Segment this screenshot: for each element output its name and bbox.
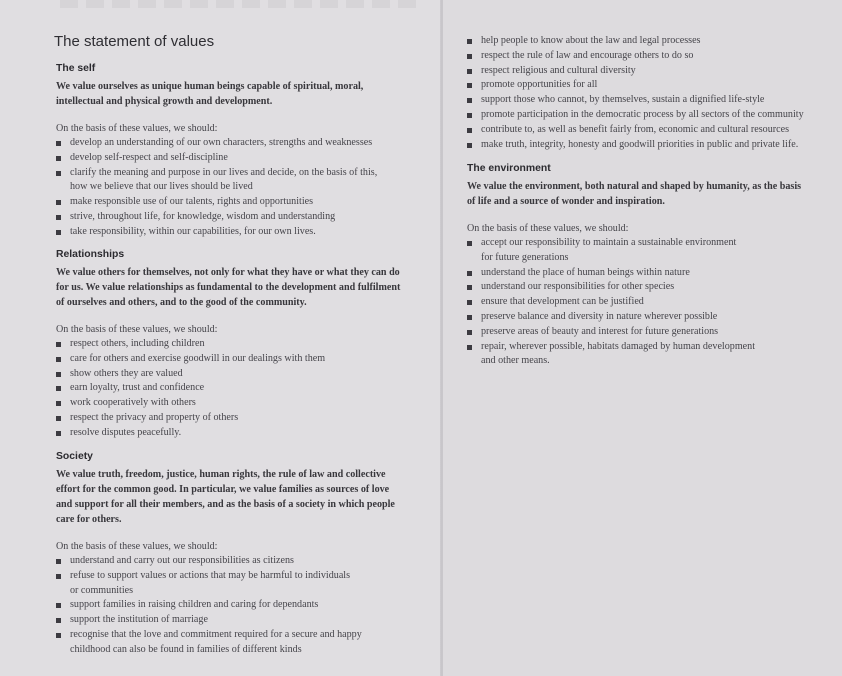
- list-item: [56, 151, 426, 166]
- list-item-text: respect the privacy and property of others: [70, 411, 239, 423]
- square-bullet-icon: [56, 215, 61, 220]
- list-item-text: childhood can also be found in families of different kinds: [70, 643, 302, 655]
- list-lead: On the basis of these values, we should:: [56, 324, 218, 335]
- square-bullet-icon: [56, 156, 61, 161]
- list-item-text: make truth, integrity, honesty and goodwill priorities in public and private life.: [481, 138, 799, 150]
- section-heading: Society: [56, 451, 93, 462]
- section-relationships: [56, 248, 426, 441]
- list-item-text: or communities: [70, 584, 134, 596]
- list-item-text: refuse to support values or actions that may be harmful to individuals: [70, 569, 351, 581]
- square-bullet-icon: [56, 372, 61, 377]
- values-list: [56, 554, 426, 658]
- square-bullet-icon: [56, 401, 61, 406]
- section-heading: Relationships: [56, 249, 125, 260]
- square-bullet-icon: [56, 574, 61, 579]
- list-item: [56, 613, 426, 628]
- square-bullet-icon: [467, 128, 472, 133]
- list-item: [467, 64, 837, 79]
- list-item-text: support the institution of marriage: [70, 614, 208, 626]
- list-item-text: for future generations: [481, 251, 569, 263]
- list-item-text: strive, throughout life, for knowledge, wisdom and understanding: [70, 210, 336, 222]
- square-bullet-icon: [467, 39, 472, 44]
- list-item-text: make responsible use of our talents, rights and opportunities: [70, 196, 314, 208]
- list-item-text: recognise that the love and commitment required for a secure and happy: [70, 628, 362, 640]
- right-page: [443, 0, 842, 676]
- square-bullet-icon: [467, 345, 472, 350]
- list-item: [467, 280, 837, 295]
- list-item: [56, 337, 426, 352]
- section-the-self: [56, 62, 426, 240]
- list-item-text: repair, wherever possible, habitats damaged by human development: [481, 340, 755, 352]
- list-item: [467, 49, 837, 64]
- list-item-text: and other means.: [481, 355, 550, 367]
- list-item-text: show others they are valued: [70, 367, 183, 379]
- list-item: [56, 195, 426, 210]
- square-bullet-icon: [56, 416, 61, 421]
- list-item: [467, 34, 837, 49]
- intro-line: and support for all their members, and as the basis of a society in which people: [56, 499, 395, 510]
- list-item: [56, 352, 426, 367]
- section-society: [56, 450, 426, 658]
- square-bullet-icon: [56, 386, 61, 391]
- list-item: [467, 123, 837, 138]
- square-bullet-icon: [56, 559, 61, 564]
- list-item-text: work cooperatively with others: [70, 397, 196, 409]
- intro-line: We value others for themselves, not only for what they have or what they can do: [56, 267, 400, 278]
- list-item-text: help people to know about the law and legal processes: [481, 35, 701, 46]
- list-item-text: take responsibility, within our capabilities, for our own lives.: [70, 225, 316, 237]
- intro-line: intellectual and physical growth and development.: [56, 96, 273, 107]
- section-intro: [56, 79, 426, 109]
- show-through-text: [60, 0, 420, 8]
- list-item-text: support those who cannot, by themselves, sustain a dignified life-style: [481, 94, 765, 106]
- square-bullet-icon: [467, 241, 472, 246]
- intro-line: We value the environment, both natural and shaped by humanity, as the basis: [467, 181, 802, 192]
- list-item: [467, 93, 837, 108]
- values-list: [56, 337, 426, 441]
- square-bullet-icon: [56, 603, 61, 608]
- square-bullet-icon: [467, 143, 472, 148]
- intro-line: of ourselves and others, and to the good of the community.: [56, 297, 307, 308]
- list-item: [56, 628, 426, 658]
- list-item: [467, 266, 837, 281]
- list-item-text: respect the rule of law and encourage others to do so: [481, 49, 694, 61]
- intro-line: effort for the common good. In particular, we value families as sources of love: [56, 484, 390, 495]
- square-bullet-icon: [467, 113, 472, 118]
- list-item: [56, 166, 426, 196]
- square-bullet-icon: [56, 357, 61, 362]
- section-heading: The environment: [467, 163, 551, 174]
- section-society-continued: [467, 34, 837, 152]
- section-intro: [56, 265, 426, 310]
- list-item-text: accept our responsibility to maintain a sustainable environment: [481, 237, 737, 248]
- square-bullet-icon: [467, 300, 472, 305]
- section-intro: [56, 467, 426, 527]
- list-item: [467, 310, 837, 325]
- square-bullet-icon: [467, 285, 472, 290]
- list-item-text: promote participation in the democratic process by all sectors of the community: [481, 108, 804, 120]
- list-item-text: respect religious and cultural diversity: [481, 64, 636, 76]
- list-item: [467, 295, 837, 310]
- list-item: [56, 569, 426, 599]
- list-item: [56, 367, 426, 382]
- square-bullet-icon: [467, 83, 472, 88]
- values-list: [467, 34, 837, 152]
- section-the-environment: [467, 162, 837, 369]
- square-bullet-icon: [467, 315, 472, 320]
- list-lead: On the basis of these values, we should:: [56, 541, 218, 552]
- square-bullet-icon: [56, 633, 61, 638]
- list-item-text: promote opportunities for all: [481, 79, 598, 91]
- values-list: [467, 236, 837, 369]
- list-item-text: support families in raising children and caring for dependants: [70, 599, 319, 611]
- list-item: [467, 236, 837, 266]
- square-bullet-icon: [56, 171, 61, 176]
- list-item-text: care for others and exercise goodwill in our dealings with them: [70, 352, 326, 364]
- square-bullet-icon: [56, 200, 61, 205]
- list-item: [56, 426, 426, 441]
- list-item: [467, 78, 837, 93]
- list-item-text: develop an understanding of our own characters, strengths and weaknesses: [70, 137, 373, 148]
- list-item: [56, 396, 426, 411]
- list-lead: On the basis of these values, we should:: [56, 123, 218, 134]
- intro-line: We value ourselves as unique human beings capable of spiritual, moral,: [56, 81, 364, 92]
- list-item: [56, 381, 426, 396]
- list-item: [56, 411, 426, 426]
- square-bullet-icon: [56, 230, 61, 235]
- list-item-text: preserve balance and diversity in nature wherever possible: [481, 310, 718, 322]
- list-item-text: understand our responsibilities for other species: [481, 281, 675, 293]
- list-item: [56, 136, 426, 151]
- list-item: [56, 225, 426, 240]
- list-item-text: ensure that development can be justified: [481, 296, 644, 308]
- list-item-text: respect others, including children: [70, 338, 205, 349]
- list-item-text: understand the place of human beings within nature: [481, 266, 690, 278]
- list-item-text: understand and carry out our responsibilities as citizens: [70, 555, 294, 566]
- square-bullet-icon: [56, 618, 61, 623]
- intro-line: for us. We value relationships as fundamental to the development and fulfilment: [56, 282, 401, 293]
- intro-line: of life and a source of wonder and inspiration.: [467, 196, 665, 207]
- values-list: [56, 136, 426, 240]
- list-item-text: clarify the meaning and purpose in our lives and decide, on the basis of this,: [70, 166, 378, 178]
- square-bullet-icon: [467, 271, 472, 276]
- list-item: [467, 138, 837, 153]
- section-heading: The self: [56, 63, 96, 74]
- square-bullet-icon: [467, 98, 472, 103]
- list-item: [56, 554, 426, 569]
- list-item: [56, 210, 426, 225]
- section-intro: [467, 179, 837, 209]
- list-item: [56, 598, 426, 613]
- list-item-text: preserve areas of beauty and interest for future generations: [481, 325, 719, 337]
- square-bullet-icon: [467, 54, 472, 59]
- square-bullet-icon: [467, 330, 472, 335]
- intro-line: We value truth, freedom, justice, human rights, the rule of law and collective: [56, 469, 386, 480]
- list-item-text: contribute to, as well as benefit fairly from, economic and cultural resources: [481, 123, 790, 135]
- page-title: The statement of values: [54, 33, 215, 50]
- square-bullet-icon: [467, 69, 472, 74]
- square-bullet-icon: [56, 431, 61, 436]
- list-item: [467, 340, 837, 370]
- square-bullet-icon: [56, 141, 61, 146]
- list-item-text: earn loyalty, trust and confidence: [70, 382, 205, 394]
- list-item: [467, 325, 837, 340]
- list-item: [467, 108, 837, 123]
- list-item-text: how we believe that our lives should be lived: [70, 181, 253, 193]
- square-bullet-icon: [56, 342, 61, 347]
- intro-line: care for others.: [56, 514, 122, 525]
- list-lead: On the basis of these values, we should:: [467, 223, 629, 234]
- list-item-text: develop self-respect and self-discipline: [70, 151, 228, 163]
- list-item-text: resolve disputes peacefully.: [70, 426, 182, 438]
